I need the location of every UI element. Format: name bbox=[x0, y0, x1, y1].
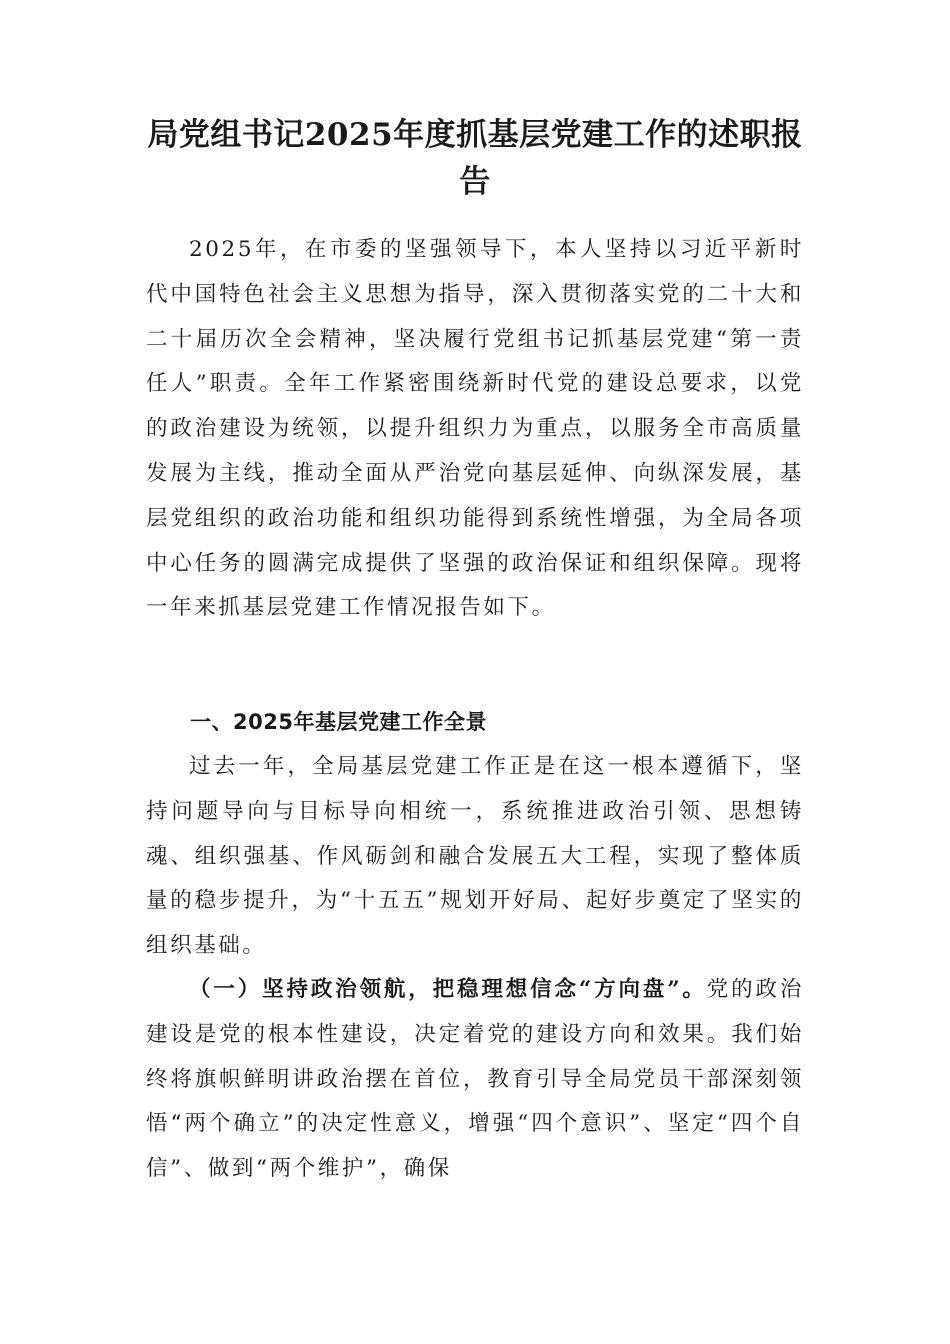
subsection-heading-1: （一）坚持政治领航，把稳理想信念“方向盘”。 bbox=[189, 977, 707, 1002]
subsection-1-text: 党的政治建设是党的根本性建设，决定着党的建设方向和效果。我们始终将旗帜鲜明讲政治摆在首位，教育引导全局党员干部深刻领悟“两个确立”的决定性意义，增强“四个意识”、坚定“四个自信”、做到“两个维护”，确保 bbox=[146, 977, 804, 1182]
intro-paragraph: 2025年，在市委的坚强领导下，本人坚持以习近平新时代中国特色社会主义思想为指导，深入贯彻落实党的二十大和二十届历次全会精神，坚决履行党组书记抓基层党建“第一责任人”职责。全年工作紧密围绕新时代党的建设总要求，以党的政治建设为统领，以提升组织力为重点，以服务全市高质量发展为主线，推动全面从严治党向基层延伸、向纵深发展，基层党组织的政治功能和组织功能得到系统性增强，为全局各项中心任务的圆满完成提供了坚强的政治保证和组织保障。现将一年来抓基层党建工作情况报告如下。 bbox=[146, 237, 804, 621]
document-title: 局党组书记2025年度抓基层党建工作的述职报告 bbox=[147, 117, 803, 200]
section-1-paragraph: 过去一年，全局基层党建工作正是在这一根本遵循下，坚持问题导向与目标导向相统一，系统推进政治引领、思想铸魂、组织强基、作风砺剑和融合发展五大工程，实现了整体质量的稳步提升，为“十五五”规划开好局、起好步奠定了坚实的组织基础。 bbox=[146, 754, 804, 959]
section-heading-1: 一、2025年基层党建工作全景 bbox=[190, 710, 487, 734]
subsection-1-paragraph bbox=[146, 968, 804, 1192]
